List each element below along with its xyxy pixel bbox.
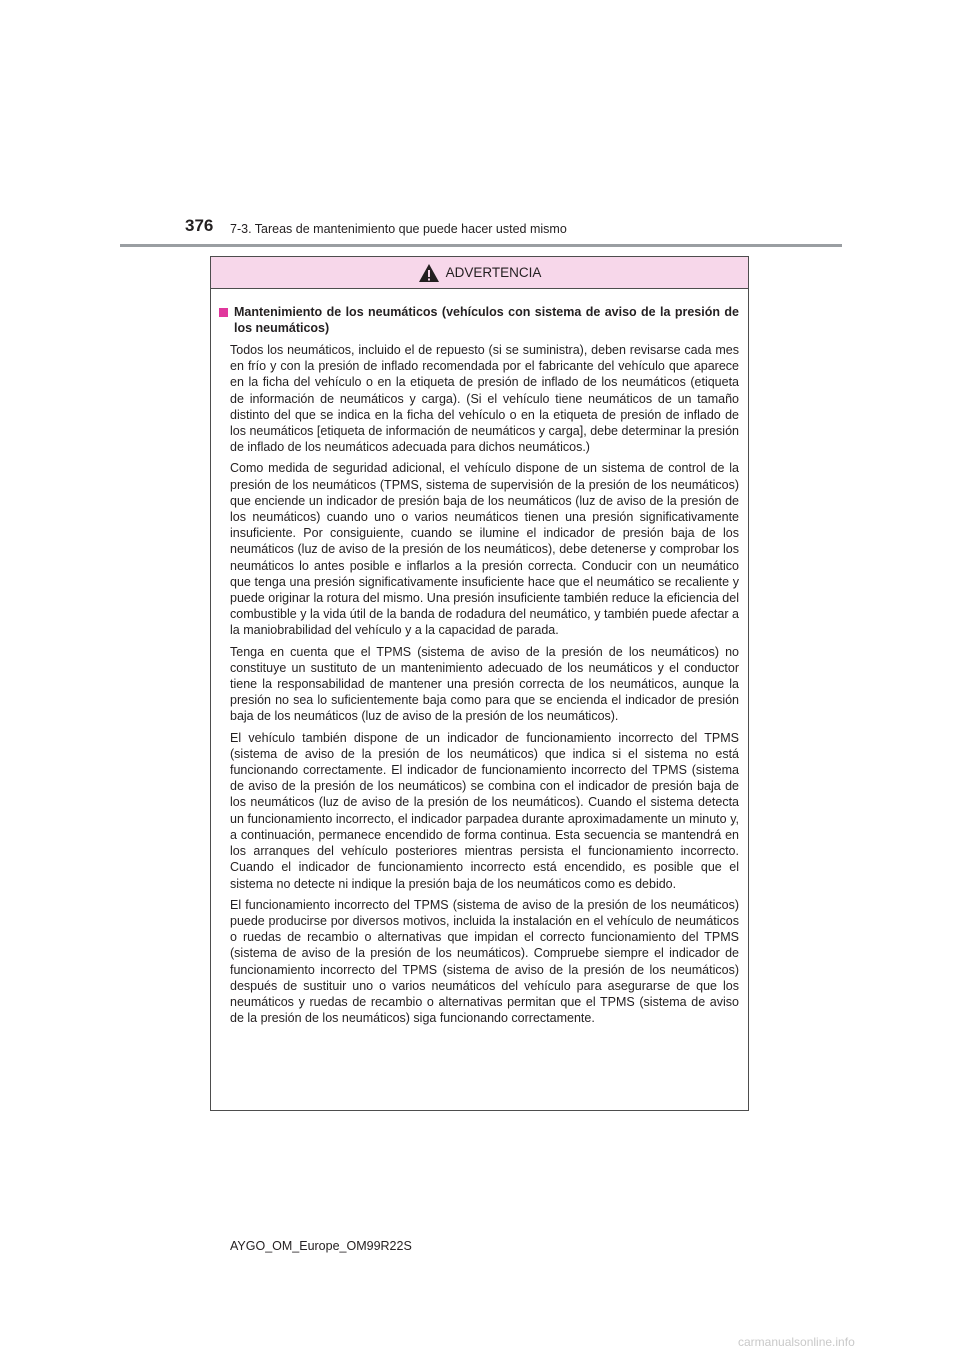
warning-header bbox=[211, 257, 748, 289]
section-heading bbox=[219, 304, 739, 336]
page-number: 376 bbox=[185, 216, 214, 235]
header-divider bbox=[120, 244, 842, 247]
paragraph: Tenga en cuenta que el TPMS (sistema de aviso de la presión de los neumáticos) no constituye un sustituto de un mantenimiento adecuado de los neumáticos y el conductor tiene la responsabilidad de mantener una presión correcta de los neumáticos, aunque la presión no sea lo suficientemente baja como para que se encienda el indicador de presión baja de los neumáticos (luz de aviso de la presión de los neumáticos). bbox=[230, 644, 739, 724]
paragraph: El funcionamiento incorrecto del TPMS (sistema de aviso de la presión de los neumáticos) puede producirse por diversos motivos, incluida la instalación en el vehículo de neumáticos o ruedas de recambio o alternativas que impidan el correcto funcionamiento del TPMS (sistema de aviso de la presión de los neumáticos). Compruebe siempre el indicador de funcionamiento incorrecto del TPMS (sistema de aviso de la presión de los neumáticos) después de sustituir uno o varios neumáticos del vehículo para asegurarse de que los neumáticos y ruedas de recambio o alternativas permitan que el TPMS (sistema de aviso de la presión de los neumáticos) siga funcionando correctamente. bbox=[230, 897, 739, 1026]
warning-title: ADVERTENCIA bbox=[445, 265, 542, 280]
section-title: 7-3. Tareas de mantenimiento que puede hacer usted mismo bbox=[230, 222, 567, 236]
watermark: carmanualsonline.info bbox=[738, 1335, 855, 1349]
warning-triangle-icon bbox=[418, 263, 440, 283]
square-bullet-icon bbox=[219, 308, 228, 317]
manual-code: AYGO_OM_Europe_OM99R22S bbox=[230, 1239, 412, 1253]
paragraph: El vehículo también dispone de un indicador de funcionamiento incorrecto del TPMS (sistema de aviso de la presión de los neumáticos) que indica si el sistema no está funcionando correctamente. El indicador de funcionamiento incorrecto del TPMS (sistema de aviso de la presión de los neumáticos) se combina con el indicador de presión baja de los neumáticos (luz de aviso de la presión de los neumáticos). Cuando el sistema detecta un funcionamiento incorrecto, el indicador parpadea durante aproximadamente un minuto y, a continuación, permanece encendido de forma continua. Esta secuencia se mantendrá en los arranques del vehículo posteriores mientras persista el funcionamiento incorrecto. Cuando el indicador de funcionamiento incorrecto está encendido, es posible que el sistema no detecte ni indique la presión baja de los neumáticos como es debido. bbox=[230, 730, 739, 891]
warning-box bbox=[210, 256, 749, 1111]
paragraph: Todos los neumáticos, incluido el de repuesto (si se suministra), deben revisarse cada mes en frío y con la presión de inflado recomendada por el fabricante del vehículo que aparece en la ficha del vehículo o en la etiqueta de presión de inflado de los neumáticos (etiqueta de información de neumáticos y carga). (Si el vehículo tiene neumáticos de un tamaño distinto del que se indica en la ficha del vehículo o en la etiqueta de presión de inflado de los neumáticos [etiqueta de información de neumáticos y carga], debe determinar la presión de inflado de los neumáticos adecuada para dichos neumáticos.) bbox=[230, 343, 739, 455]
warning-body bbox=[211, 289, 748, 1026]
section-heading-text: Mantenimiento de los neumáticos (vehículos con sistema de aviso de la presión de los neumáticos) bbox=[234, 305, 739, 335]
paragraph: Como medida de seguridad adicional, el vehículo dispone de un sistema de control de la presión de los neumáticos (TPMS, sistema de supervisión de la presión de los neumáticos) que enciende un indicador de presión baja de los neumáticos (luz de aviso de la presión de los neumáticos) cuando uno o varios neumáticos tienen una presión significativamente insuficiente. Por consiguiente, cuando se ilumine el indicador de presión baja de los neumáticos (luz de aviso de la presión de los neumáticos), debe detenerse y comprobar los neumáticos lo antes posible e inflarlos a la presión correcta. Conducir con un neumático que tenga una presión significativamente insuficiente hace que el neumático se recaliente y puede originar la rotura del mismo. Una presión insuficiente también reduce la eficiencia del combustible y la vida útil de la banda de rodadura del neumático, y también puede afectar a la maniobrabilidad del vehículo y a la capacidad de parada. bbox=[230, 461, 739, 638]
